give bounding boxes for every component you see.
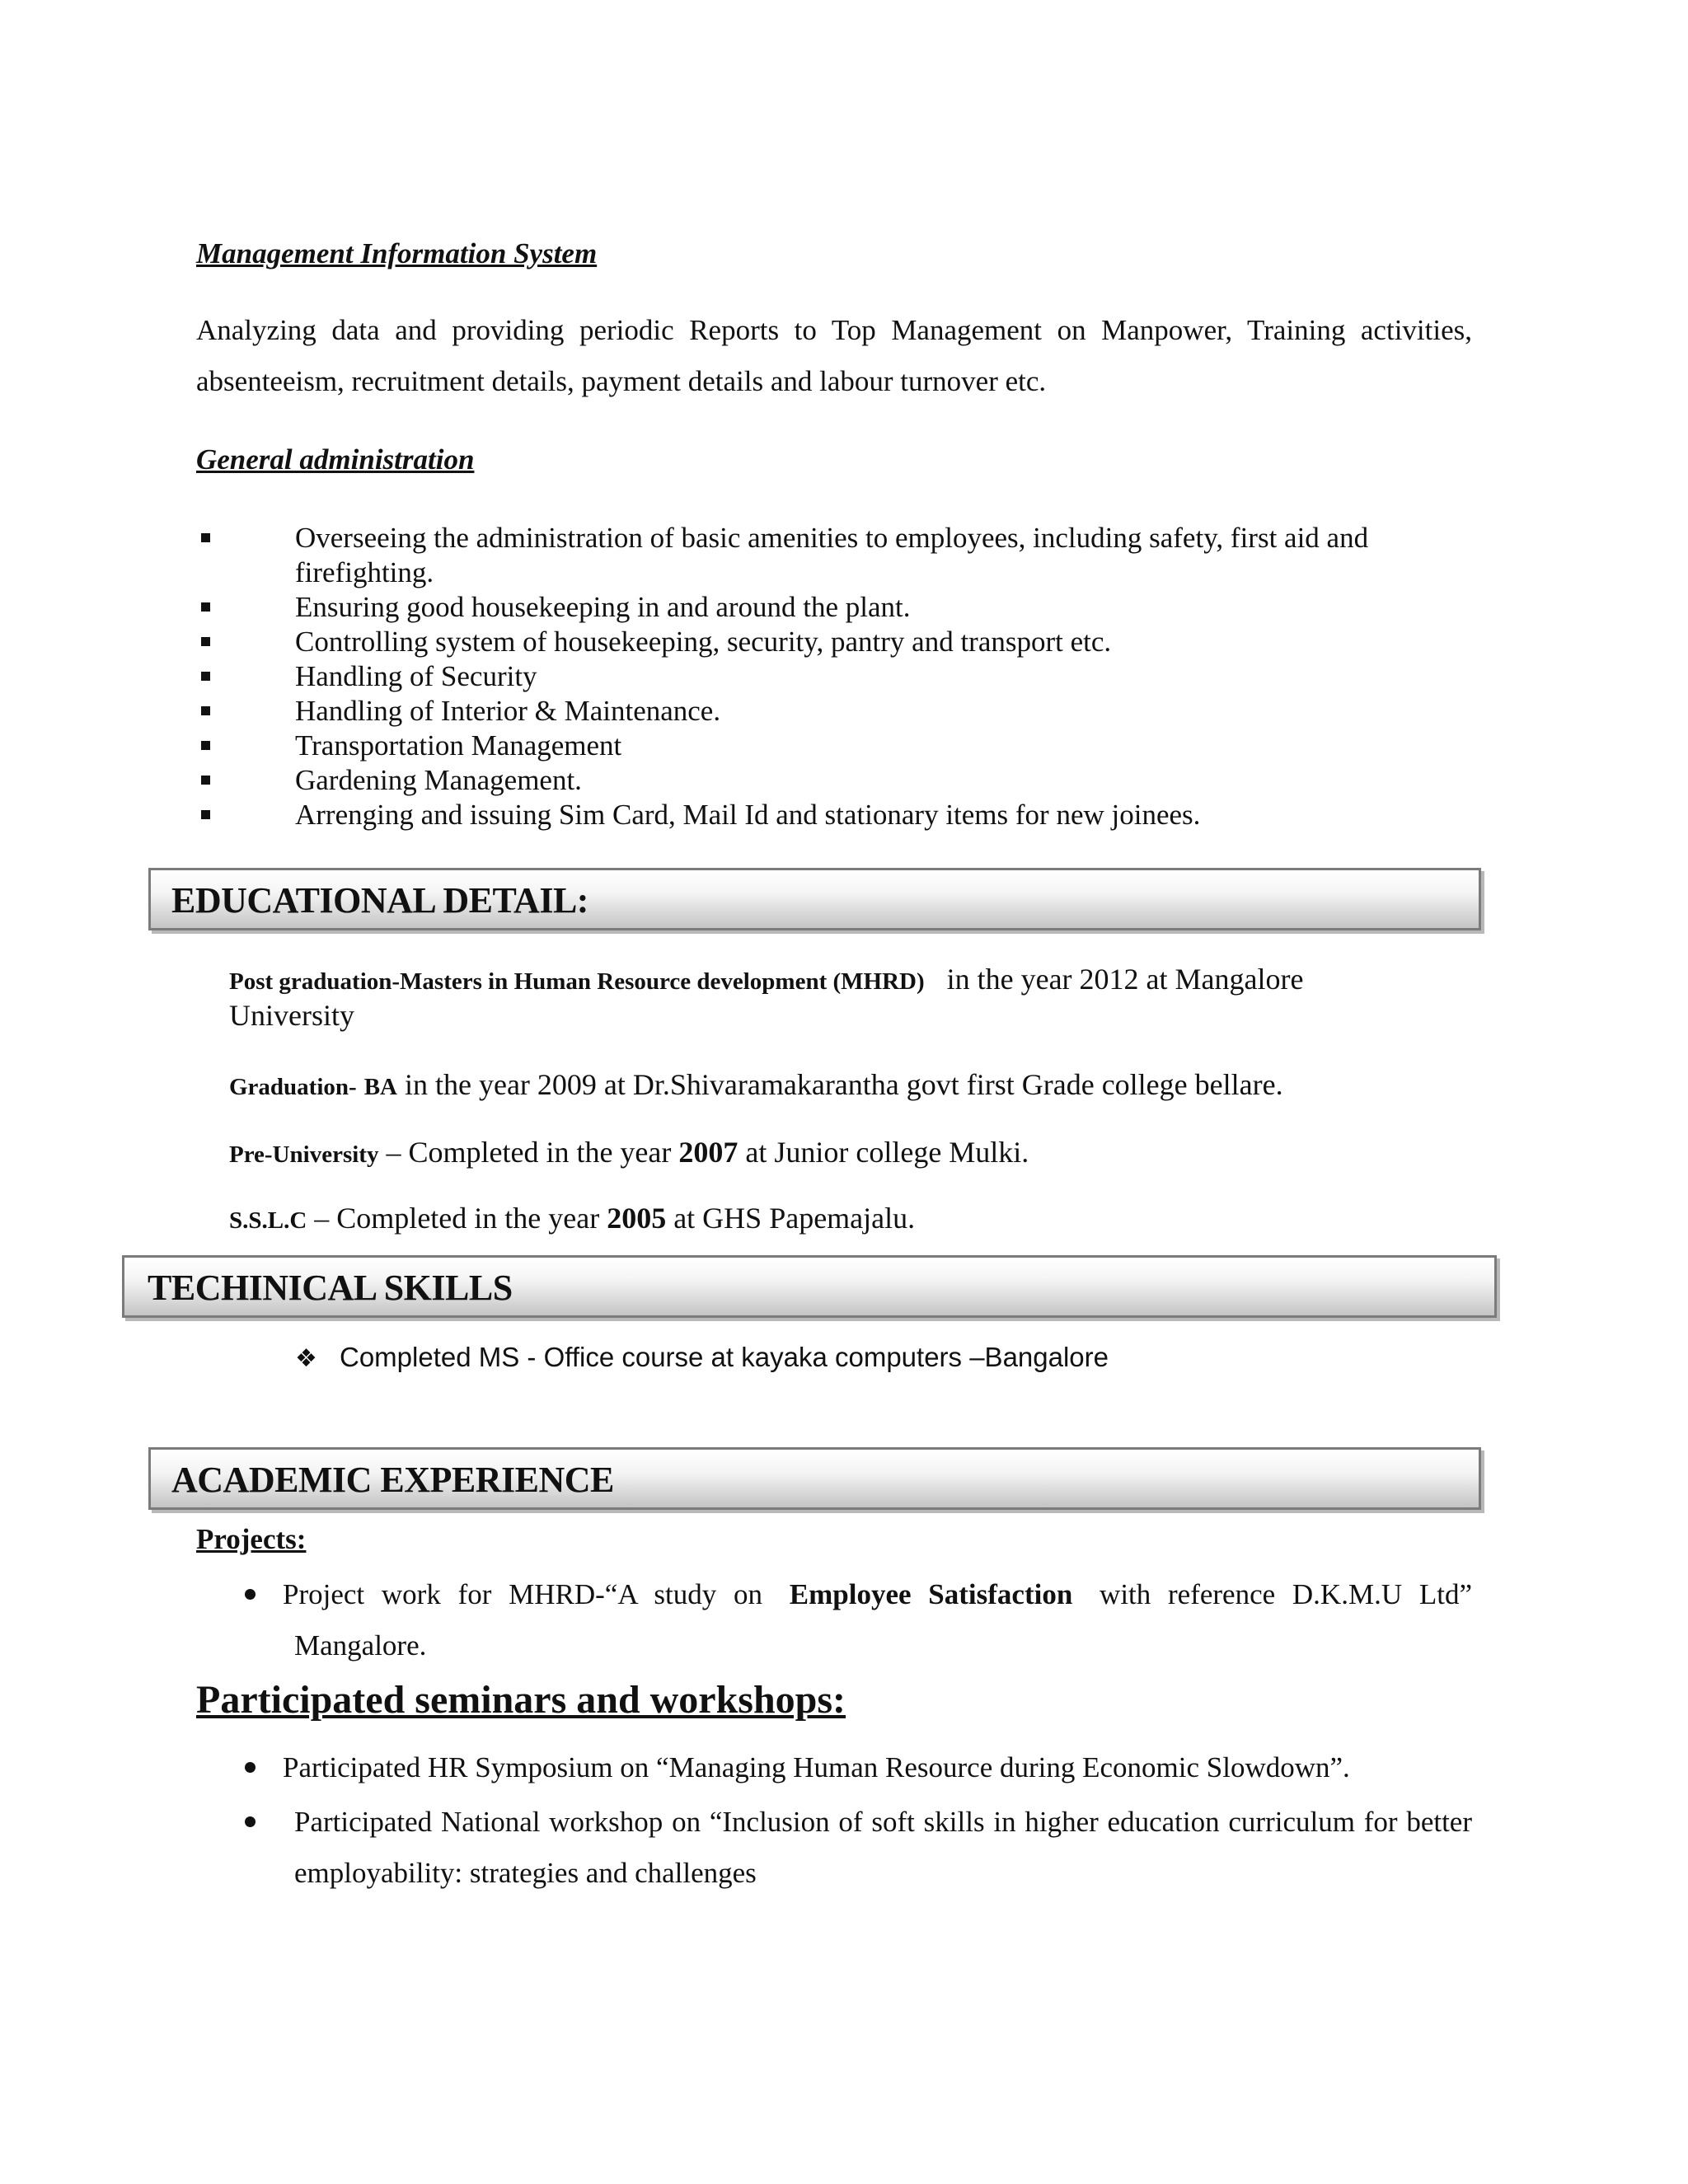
seminar-item-2: Participated National workshop on “Inclusion of soft skills in higher education curriculum for better employability: strategies and challenges [294,1806,1472,1889]
academic-banner [148,1447,1481,1510]
general-admin-item-text: Handling of Interior & Maintenance. [295,695,721,727]
education-pg-line2: University [229,999,354,1032]
square-bullet-icon [201,672,210,681]
education-grad-text: in the year 2009 at Dr.Shivaramakarantha govt first Grade college bellare. [404,1068,1283,1101]
general-admin-heading: General administration [196,443,475,476]
general-admin-item [198,625,1467,659]
general-admin-item-text: Transportation Management [295,729,622,762]
education-pg [229,959,1303,1001]
general-admin-item [198,763,1467,798]
education-sslc [229,1198,915,1240]
education-title: EDUCATIONAL DETAIL: [171,880,588,921]
general-admin-item-text: Ensuring good housekeeping in and around the plant. [295,591,911,623]
education-puc-year: 2007 [678,1136,738,1169]
round-bullet-icon [245,1762,256,1773]
square-bullet-icon [201,776,210,785]
projects-heading: Projects: [196,1523,307,1555]
general-admin-item [198,521,1467,590]
mis-paragraph: Analyzing data and providing periodic Reports to Top Management on Manpower, Training activities, absenteeism, recruitment details, payment details and labour turnover etc. [196,314,1472,397]
project-item-line2: Mangalore. [294,1629,427,1661]
education-sslc-label: S.S.L.C [229,1207,307,1234]
education-puc-before: – Completed in the year [386,1136,672,1169]
mis-heading: Management Information System [196,237,598,269]
education-pg-label: Post graduation-Masters in Human Resource development (MHRD) [229,968,925,995]
academic-title: ACADEMIC EXPERIENCE [171,1460,614,1500]
round-bullet-icon [245,1816,256,1827]
education-puc-label: Pre-University [229,1141,379,1168]
general-admin-item-text: Gardening Management. [295,764,582,796]
square-bullet-icon [201,741,210,750]
education-pg-text: in the year 2012 at Mangalore [946,963,1304,996]
education-sslc-after: at GHS Papemajalu. [673,1202,916,1235]
diamond-bullet-icon: ❖ [295,1344,317,1373]
general-admin-item-text: Handling of Security [295,660,537,692]
round-bullet-icon [245,1589,256,1600]
education-puc-after: at Junior college Mulki. [745,1136,1029,1169]
general-admin-item-text: Overseeing the administration of basic amenities to employees, including safety, first aid and firefighting. [295,522,1369,588]
education-grad-degree: BA [363,1074,397,1100]
square-bullet-icon [201,810,210,819]
square-bullet-icon [201,602,210,612]
square-bullet-icon [201,706,210,715]
square-bullet-icon [201,637,210,646]
project-item [283,1569,1472,1620]
general-admin-item [198,798,1467,832]
skills-item [295,1342,1109,1373]
education-banner [148,868,1481,930]
project-text-before: Project work for MHRD-“A study on [283,1578,763,1610]
project-text-bold: Employee Satisfaction [789,1578,1073,1610]
education-grad [229,1065,1283,1107]
general-admin-item-text: Controlling system of housekeeping, security, pantry and transport etc. [295,626,1112,658]
general-admin-item [198,659,1467,694]
education-puc [229,1132,1029,1174]
seminar-item-1: Participated HR Symposium on “Managing Human Resource during Economic Slowdown”. [283,1751,1350,1783]
skills-title: TECHINICAL SKILLS [148,1268,513,1308]
general-admin-list [198,521,1467,832]
general-admin-item-text: Arrenging and issuing Sim Card, Mail Id and stationary items for new joinees. [295,799,1201,831]
general-admin-item [198,729,1467,763]
skills-banner [122,1255,1497,1318]
general-admin-item [198,590,1467,625]
education-grad-label: Graduation- [229,1074,357,1100]
seminars-heading: Participated seminars and workshops: [196,1678,846,1722]
skills-item-text: Completed MS - Office course at kayaka computers –Bangalore [340,1342,1109,1372]
project-text-after: with reference D.K.M.U Ltd” [1100,1578,1472,1610]
education-sslc-before: – Completed in the year [314,1202,600,1235]
square-bullet-icon [201,533,210,542]
education-sslc-year: 2005 [607,1202,667,1235]
general-admin-item [198,694,1467,729]
